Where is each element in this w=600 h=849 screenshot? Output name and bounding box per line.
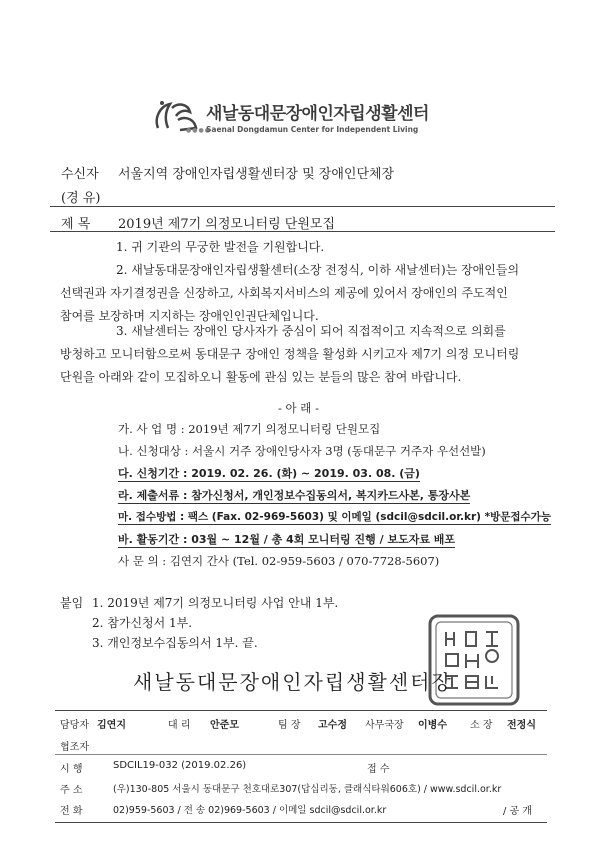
detail-item: 사 문 의 : 김연지 간사 (Tel. 02-959-5603 / 070-7728-5607)	[118, 554, 440, 568]
subject-divider	[50, 231, 555, 232]
approval-role: 팀 장	[278, 720, 301, 731]
address-value: (우)130-805 서울시 동대문구 천호대로307(답십리동, 클래식타워606호) / www.sdcil.or.kr	[113, 784, 502, 795]
phone-label: 전 화	[60, 806, 83, 817]
issuer-name: 새날동대문장애인자립생활센터장	[133, 670, 453, 694]
approval-name: 이병수	[418, 720, 447, 731]
attachment-item: 2. 참가신청서 1부.	[92, 616, 193, 630]
approval-role: 대 리	[168, 720, 191, 731]
footer-bottom-divider	[55, 822, 547, 823]
doc-number-value: SDCIL19-032 (2019.02.26)	[113, 760, 247, 771]
approval-role: 담당자	[60, 720, 89, 731]
letterhead-dots: ●●●●	[186, 127, 211, 134]
subject-label: 제 목	[61, 217, 91, 232]
via-label: (경 유)	[61, 191, 101, 206]
paragraph-3-line-3: 단원을 아래와 같이 모집하오니 활동에 관심 있는 분들의 많은 참여 바랍니다.	[60, 370, 462, 384]
detail-item: 나. 신청대상 : 서울시 거주 장애인당사자 3명 (동대문구 거주자 우선선발)	[118, 444, 486, 458]
collaborator-label: 협조자	[60, 742, 89, 753]
subject-value: 2019년 제7기 의정모니터링 단원모집	[118, 217, 336, 232]
attachments-label: 붙임	[60, 596, 84, 610]
detail-item-highlighted: 다. 신청기간 : 2019. 02. 26. (화) ~ 2019. 03. 08. (금)	[118, 467, 420, 480]
detail-item-highlighted: 라. 제출서류 : 참가신청서, 개인정보수집동의서, 복지카드사본, 통장사본	[118, 489, 471, 502]
doc-number-label: 시 행	[60, 764, 83, 775]
detail-item: 가. 사 업 명 : 2019년 제7기 의정모니터링 단원모집	[118, 422, 381, 436]
paragraph-2-line-1: 2. 새날동대문장애인자립생활센터(소장 전정식, 이하 새날센터)는 장애인들의	[116, 263, 520, 277]
approval-name: 전정식	[507, 720, 536, 731]
detail-item-highlighted: 마. 접수방법 : 팩스 (Fax. 02-969-5603) 및 이메일 (sdcil@sdcil.or.kr) *방문접수가능	[118, 511, 551, 523]
recipient-value: 서울지역 장애인자립생활센터장 및 장애인단체장	[118, 167, 395, 182]
paragraph-1: 1. 귀 기관의 무궁한 발전을 기원합니다.	[116, 240, 325, 254]
receipt-label: 접 수	[367, 764, 390, 775]
public-label: / 공 개	[503, 806, 533, 817]
phone-value: 02)959-5603 / 전 송 02)969-5603 / 이메일 sdcil@sdcil.or.kr	[113, 805, 387, 816]
paragraph-3-line-1: 3. 새날센터는 장애인 당사자가 중심이 되어 직접적이고 지속적으로 의회를	[116, 324, 506, 338]
letterhead-org-name: 새날동대문장애인자립생활센터	[206, 104, 429, 124]
recipient-label: 수신자	[61, 167, 99, 182]
address-label: 주 소	[60, 785, 83, 796]
approval-role: 사무국장	[365, 720, 404, 731]
detail-item-highlighted: 바. 활동기간 : 03월 ~ 12월 / 총 4회 모니터링 진행 / 보도자료 배포	[118, 533, 456, 546]
header-divider	[50, 206, 555, 207]
approval-name: 안준모	[210, 720, 239, 731]
letterhead-org-name-en: Saenal Dongdamun Center for Independent Living	[206, 125, 419, 134]
approval-name: 고수정	[318, 720, 347, 731]
attachment-item: 3. 개인정보수집동의서 1부. 끝.	[92, 636, 258, 650]
paragraph-3-line-2: 방청하고 모니터함으로써 동대문구 장애인 정책을 활성화 시키고자 제7기 의정 모니터링	[60, 347, 520, 361]
footer-divider-thin	[55, 754, 547, 755]
approval-role: 소 장	[470, 720, 493, 731]
details-heading: - 아 래 -	[278, 401, 319, 415]
attachment-item: 1. 2019년 제7기 의정모니터링 사업 안내 1부.	[92, 596, 339, 610]
footer-divider	[55, 710, 547, 711]
approval-name: 김연지	[97, 720, 126, 731]
paragraph-2-line-2: 선택권과 자기결정권을 신장하고, 사회복지서비스의 제공에 있어서 장애인의 주도적인	[60, 286, 508, 300]
paragraph-2-line-3: 참여를 보장하며 지지하는 장애인인권단체입니다.	[60, 309, 319, 323]
